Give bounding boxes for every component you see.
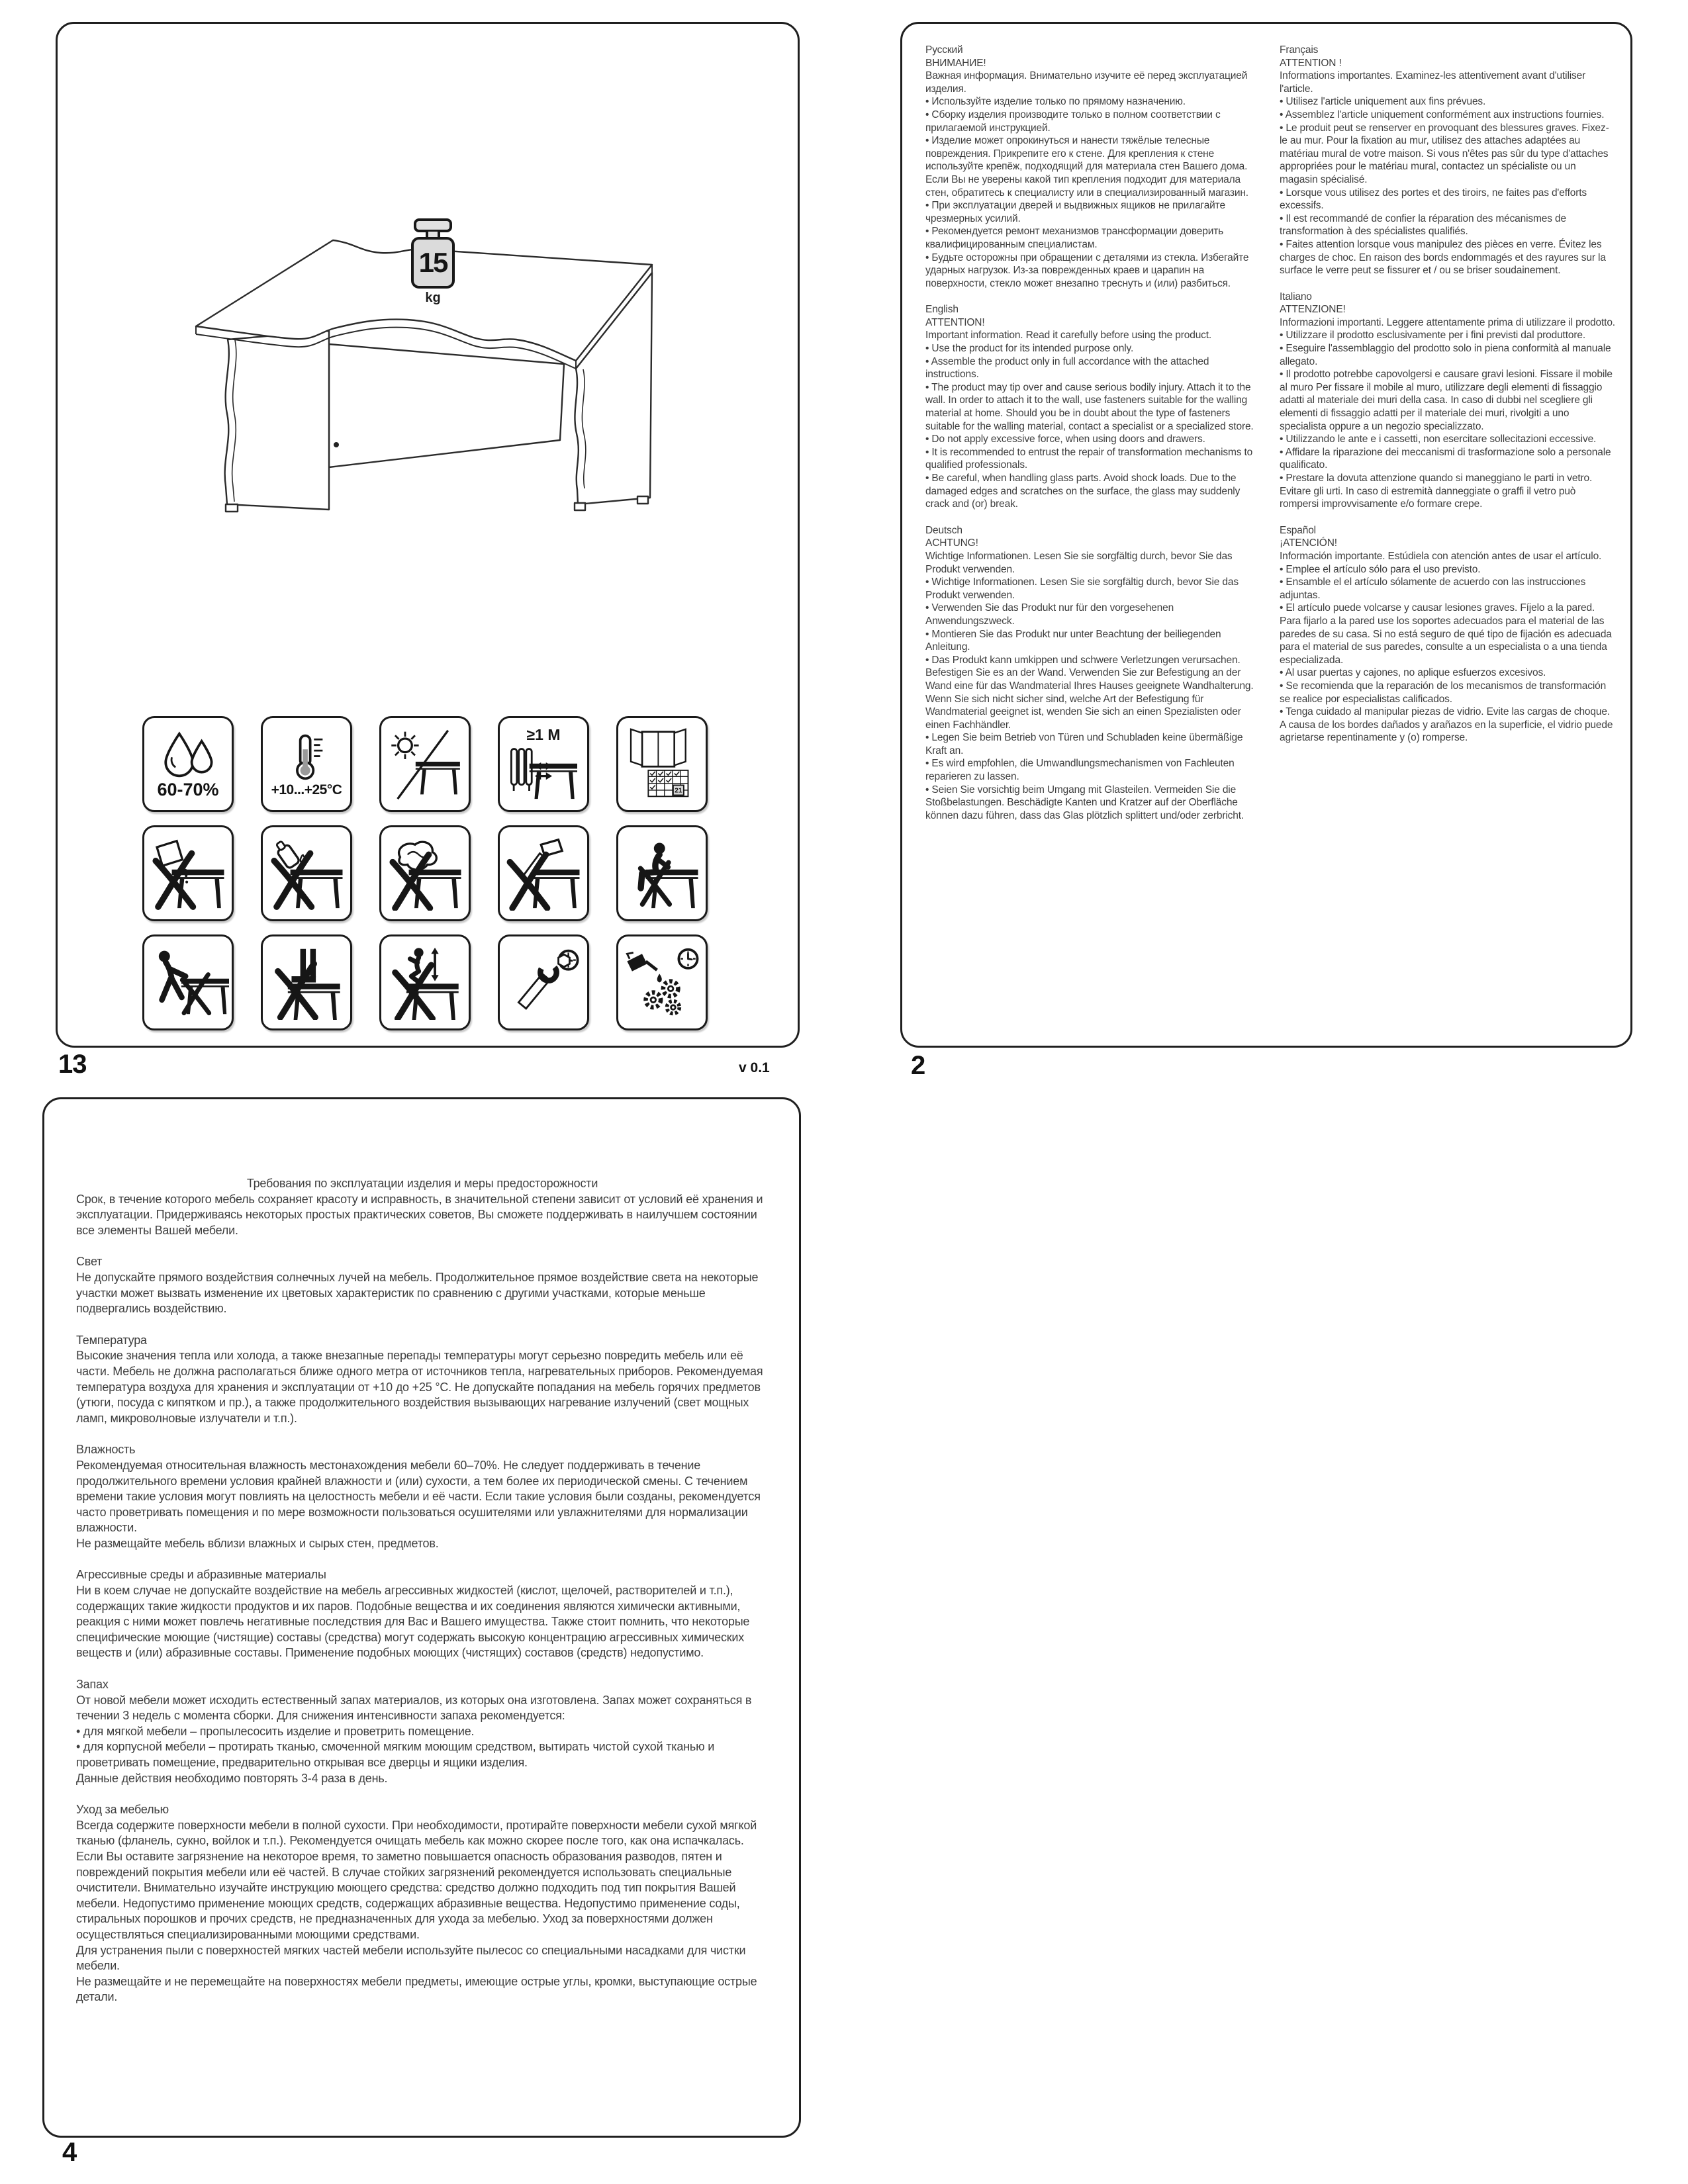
warning-item: • The product may tip over and cause serious bodily injury. Attach it to the wall. In order to attach it to the wall, use fasteners suitable for the walling material at home. Should you be in doubt about the type of fasteners suitable for the walling material, contact a specialist or a specialized store. xyxy=(925,381,1254,432)
attention-heading: ATTENTION ! xyxy=(1280,57,1342,69)
language-name: Español xyxy=(1280,524,1316,536)
warning-item: • Utilizzando le ante e i cassetti, non esercitare sollecitazioni eccessive. xyxy=(1280,433,1597,445)
warning-item: • Il prodotto potrebbe capovolgersi e causare gravi lesioni. Fissare il mobile al muro Per fissare il mobile al muro, utilizzare degli elementi di fissaggio adatti al materiale dei muri della casa. In caso di dubbi nel scegliere gli elementi di fissaggio adatti per il materiale dei muri, rivolgiti a uno specialista oppure a un negozio specializzato. xyxy=(1280,369,1613,432)
lang-block-italian xyxy=(1280,291,1616,511)
warning-intro: Wichtige Informationen. Lesen Sie sie sorgfältig durch, bevor Sie das Produkt verwenden. xyxy=(925,550,1233,575)
no-powder-spill-icon xyxy=(142,825,234,921)
attention-heading: ACHTUNG! xyxy=(925,537,978,549)
care-intro: Срок, в течение которого мебель сохраняет красоту и исправность, в значительной степени зависит от условий её хранения и эксплуатации. Придерживаясь некоторых простых практических советов, Вы сможете поддерживать в наилучшем состоянии все элементы Вашей мебели. xyxy=(76,1192,763,1237)
care-paragraph: От новой мебели может исходить естественный запах материалов, из которых она изготовлена. Запах может сохраняться в течении 3 недель с момента сборки. Для снижения интенсивности запаха рекомендуется: xyxy=(76,1693,752,1723)
warning-item: • Faites attention lorsque vous manipulez des pièces en verre. Évitez les charges de choc. En raison des bords endommagés et des rayures sur la surface le verre peut se fissurer et / ou se briser soudainement. xyxy=(1280,238,1606,277)
warning-item: • Il est recommandé de confier la réparation des mécanismes de transformation à des spécialistes qualifiés. xyxy=(1280,212,1566,238)
no-hammering-icon xyxy=(498,825,589,921)
warning-item: • Используйте изделие только по прямому назначению. xyxy=(925,96,1186,108)
warning-item: • Assemble the product only in full accordance with the attached instructions. xyxy=(925,355,1209,381)
no-standing-icon xyxy=(261,934,352,1030)
min-distance-label: ≥1 M xyxy=(526,726,561,743)
no-wet-cloth-icon xyxy=(379,825,471,921)
warning-item: • Изделие может опрокинуться и нанести тяжёлые телесные повреждения. Прикрепите его к стене. Для крепления к стене используйте крепёж, подходящий для материала стен Вашего дома. Если Вы не уверены какой тип крепления подходит для материала стен, обратитесь к специалисту или в специализированный магазин. xyxy=(925,135,1248,199)
warning-item: • Ensamble el el artículo sólamente de acuerdo con las instrucciones adjuntas. xyxy=(1280,576,1586,601)
warning-item: • Emplee el artículo sólo para el uso previsto. xyxy=(1280,563,1481,575)
no-jumping-icon xyxy=(379,934,471,1030)
warning-item: • При эксплуатации дверей и выдвижных ящиков не прилагайте чрезмерных усилий. xyxy=(925,200,1225,224)
attention-heading: ATTENZIONE! xyxy=(1280,304,1346,316)
heat-source-distance-icon xyxy=(498,716,589,812)
care-paragraph: Высокие значения тепла или холода, а также внезапные перепады температуры могут серьезно повредить мебель или её части. Мебель не должна располагаться ближе одного метра от источников тепла, нагревательных приборов. Рекомендуемая температура воздуха для хранения и эксплуатации от +10 до +25 °С. Не допускайте попадания на мебель горячих предметов (утюги, посуда с кипятком и пр.), а также продолжительного воздействия вызывающих нагревание излучений (свет мощных ламп, микроволновые излучатели и т.п.). xyxy=(76,1349,763,1425)
calendar-day-label: 21 xyxy=(675,787,682,795)
care-paragraph: Не допускайте прямого воздействия солнечных лучей на мебель. Продолжительное прямое воздействие света на некоторые участки может вызвать изменение их цветовых характеристик по сравнению с другими участками, которые меньше подвергались воздействию. xyxy=(76,1270,759,1316)
care-section-heading: Агрессивные среды и абразивные материалы xyxy=(76,1568,326,1582)
care-paragraph: • для корпусной мебели – протирать тканью, смоченной мягким моющим средством, вытирать чистой сухой тканью и проветривать помещение, предварительно открывая все дверцы и ящики изделия. xyxy=(76,1740,715,1769)
warning-intro: Informazioni importanti. Leggere attentamente prima di utilizzare il prodotto. xyxy=(1280,316,1615,328)
warning-item: • Будьте осторожны при обращении с деталями из стекла. Избегайте ударных нагрузок. Из-за поврежденных краев и царапин на поверхности, стекло может внезапно треснуть и (или) разбиться. xyxy=(925,251,1249,289)
care-section-heading: Запах xyxy=(76,1678,109,1692)
assembly-page-number: 13 xyxy=(58,1050,87,1079)
ventilation-calendar-icon xyxy=(616,716,708,812)
warning-item: • Es wird empfohlen, die Umwandlungsmechanismen von Fachleuten reparieren zu lassen. xyxy=(925,758,1235,783)
warning-item: • Lorsque vous utilisez des portes et des tiroirs, ne faites pas d'efforts excessifs. xyxy=(1280,187,1587,212)
no-sitting-icon xyxy=(616,825,708,921)
care-paragraph: Данные действия необходимо повторять 3-4 раза в день. xyxy=(76,1771,388,1785)
warning-intro: Informations importantes. Examinez-les attentivement avant d'utiliser l'article. xyxy=(1280,70,1586,95)
care-section-maintenance xyxy=(76,1802,769,2005)
attention-heading: ¡ATENCIÓN! xyxy=(1280,537,1337,549)
warning-item: • Tenga cuidado al manipular piezas de vidrio. Evite las cargas de choque. A causa de los bordes dañados y arañazos en la superficie, el vidrio puede agrietarse repentinamente y (o) romperse. xyxy=(1280,706,1613,744)
warning-item: • El artículo puede volcarse y causar lesiones graves. Fíjelo a la pared. Para fijarlo a la pared use los soportes adecuados para el material de las paredes de su casa. Si no está seguro de qué tipo de fijación es adecuada para el material de sus paredes, consulte a un especialista o a una tienda especializada. xyxy=(1280,602,1612,666)
care-section-aggressive-media xyxy=(76,1567,769,1661)
warnings-column-1 xyxy=(925,44,1260,835)
humidity-icon xyxy=(142,716,234,812)
temperature-range-label: +10...+25°C xyxy=(271,782,342,797)
warning-intro: Información importante. Estúdiela con atención antes de usar el artículo. xyxy=(1280,550,1602,562)
warnings-column-2 xyxy=(1280,44,1616,758)
warning-item: • Al usar puertas y cajones, no aplique esfuerzos excesivos. xyxy=(1280,667,1546,679)
lang-block-russian xyxy=(925,44,1260,290)
attention-heading: ВНИМАНИЕ! xyxy=(925,57,986,69)
care-paragraph: Не размещайте и не перемещайте на поверхностях мебели предметы, имеющие острые углы, кромки, выступающие острые детали. xyxy=(76,1974,757,2004)
language-name: Русский xyxy=(925,44,963,56)
warnings-panel xyxy=(900,22,1632,1048)
care-section-heading: Свет xyxy=(76,1255,103,1269)
lang-block-german xyxy=(925,524,1260,823)
care-section-heading: Влажность xyxy=(76,1443,136,1457)
care-paragraph: Не размещайте мебель вблизи влажных и сырых стен, предметов. xyxy=(76,1536,439,1550)
version-label: v 0.1 xyxy=(739,1060,770,1075)
care-section-temperature xyxy=(76,1333,769,1427)
warning-item: • Assemblez l'article uniquement conformément aux instructions fournies. xyxy=(1280,109,1605,120)
warning-intro: Important information. Read it carefully before using the product. xyxy=(925,330,1212,341)
warning-item: • Legen Sie beim Betrieb von Türen und Schubladen keine übermäßige Kraft an. xyxy=(925,732,1243,756)
warning-item: • Das Produkt kann umkippen und schwere Verletzungen verursachen. Befestigen Sie es an der Wand. Verwenden Sie zur Befestigung an der Wand eine für das Wandmaterial Ihres Hauses geeignete Wandhalterung. Wenn Sie sich nicht sicher sind, welche Art der Befestigung für Wandmaterial geeignet ist, wenden Sie sich an einen Spezialisten oder einen Fachhändler. xyxy=(925,654,1254,731)
care-section-heading: Уход за мебелью xyxy=(76,1803,169,1817)
care-section-heading: Температура xyxy=(76,1333,147,1347)
lang-block-french xyxy=(1280,44,1616,277)
warning-item: • Utilizzare il prodotto esclusivamente per i fini previsti dal produttore. xyxy=(1280,330,1585,341)
care-requirements-panel xyxy=(42,1097,801,2138)
care-page-number: 4 xyxy=(62,2138,77,2167)
weight-handle-icon xyxy=(414,218,452,232)
language-name: Deutsch xyxy=(925,524,962,536)
care-section-humidity xyxy=(76,1442,769,1551)
temperature-range-icon xyxy=(261,716,352,812)
language-name: Français xyxy=(1280,44,1319,56)
no-direct-sunlight-icon xyxy=(379,716,471,812)
warning-item: • Use the product for its intended purpose only. xyxy=(925,343,1134,355)
care-icon-grid xyxy=(142,716,708,1030)
warning-item: • It is recommended to entrust the repair of transformation mechanisms to qualified professionals. xyxy=(925,446,1253,471)
care-paragraph: Всегда содержите поверхности мебели в полной сухости. При необходимости, протирайте поверхности мебели сухой мягкой тканью (фланель, сукно, войлок и т.п.). Рекомендуется очищать мебель как можно скорее после того, как она испачкалась. Если Вы оставите загрязнение на некоторое время, то заметно повышается опасность образования разводов, пятен и повреждений покрытия мебели или её частей. В случае стойких загрязнений рекомендуется использовать специальные очистители. Внимательно изучайте инструкцию моющего средства: средство должно подходить под тип покрытия Вашей мебели. Недопустимо применение моющих средств, содержащих абразивные вещества. Недопустимо применение соды, стиральных порошков и прочих средств, не предназначенных для ухода за мебелью. Уход за поверхностями должен осуществляться специализированными моющими средствами. xyxy=(76,1818,757,1941)
language-name: Italiano xyxy=(1280,291,1312,302)
warning-intro: Важная информация. Внимательно изучите её перед эксплуатацией изделия. xyxy=(925,70,1248,95)
care-title: Требования по эксплуатации изделия и меры предосторожности xyxy=(246,1177,598,1190)
warning-item: • Wichtige Informationen. Lesen Sie sie sorgfältig durch, bevor Sie das Produkt verwenden. xyxy=(925,576,1239,601)
tighten-fasteners-icon xyxy=(498,934,589,1030)
warnings-page-number: 2 xyxy=(911,1051,925,1080)
lang-block-spanish xyxy=(1280,524,1616,745)
warning-item: • Be careful, when handling glass parts. Avoid shock loads. Due to the damaged edges and scratches on the surface, the glass may suddenly crack and (or) break. xyxy=(925,473,1241,510)
no-liquid-spill-icon xyxy=(261,825,352,921)
warning-item: • Eseguire l'assemblaggio del prodotto solo in piena conformità al manuale allegato. xyxy=(1280,343,1611,367)
humidity-range-label: 60-70% xyxy=(157,779,219,799)
max-load-badge xyxy=(408,218,458,306)
lang-block-english xyxy=(925,303,1260,511)
attention-heading: ATTENTION! xyxy=(925,316,985,328)
no-pushing-dragging-icon xyxy=(142,934,234,1030)
warning-item: • Prestare la dovuta attenzione quando si maneggiano le parti in vetro. Evitare gli urti. In caso di estremità danneggiate o graffi il vetro può rompersi improvvisamente e/o formare crepe. xyxy=(1280,473,1593,510)
warning-item: • Utilisez l'article uniquement aux fins prévues. xyxy=(1280,96,1486,108)
warning-item: • Affidare la riparazione dei meccanismi di trasformazione solo a personale qualificato. xyxy=(1280,446,1611,471)
care-section-odor xyxy=(76,1677,769,1786)
weight-unit-label: kg xyxy=(425,291,441,305)
warning-item: • Se recomienda que la reparación de los mecanismos de transformación se realice por especialistas calificados. xyxy=(1280,680,1607,705)
care-paragraph: • для мягкой мебели – пропылесосить изделие и проветрить помещение. xyxy=(76,1724,475,1738)
warning-item: • Do not apply excessive force, when using doors and drawers. xyxy=(925,433,1205,445)
care-paragraph: Ни в коем случае не допускайте воздействие на мебель агрессивных жидкостей (кислот, щелочей, растворителей и т.п.), содержащих такие жидкости продуктов и их паров. Подобные вещества и их соединения являются химически активными, реакция с ними может повлечь негативные последствия для Вас и Вашего имущества. Также стоит помнить, что некоторые специфические моющие (чистящие) составы (средства) могут содержать высокую концентрацию агрессивных химических веществ и (или) абразивные составы. Применение подобных моющих (чистящих) составов (средств) недопустимо. xyxy=(76,1584,750,1660)
care-paragraph: Для устранения пыли с поверхностей мягких частей мебели используйте пылесос со специальными насадками для чистки мебели. xyxy=(76,1943,746,1973)
weight-value: 15 xyxy=(411,237,455,289)
care-section-light xyxy=(76,1254,769,1316)
warning-item: • Рекомендуется ремонт механизмов трансформации доверить квалифицированным специалистам. xyxy=(925,226,1224,250)
language-name: English xyxy=(925,304,959,316)
care-paragraph: Рекомендуемая относительная влажность местонахождения мебели 60–70%. Не следует поддерживать в течение продолжительного времени условия крайней влажности и (или) сухости, а тем более их периодической смены. С течением времени такие условия могут повлиять на целостность мебели и её части. Если такие условия были созданы, рекомендуется часто проветривать помещения и по мере возможности пользоваться осушителями или увлажнителями для нормализации влажности. xyxy=(76,1458,761,1535)
warning-item: • Le produit peut se renserver en provoquant des blessures graves. Fixez-le au mur. Pour la fixation au mur, utilisez des attaches adaptées au matériau mural de votre maison. Si vous n'êtes pas sûr du type d'attaches appropriées pour le matériau mural, contactez un spécialiste ou un magasin spécialisé. xyxy=(1280,122,1609,185)
warning-item: • Montieren Sie das Produkt nur unter Beachtung der beiliegenden Anleitung. xyxy=(925,628,1221,653)
warning-item: • Сборку изделия производите только в полном соответствии с прилагаемой инструкцией. xyxy=(925,109,1221,134)
warning-item: • Seien Sie vorsichtig beim Umgang mit Glasteilen. Vermeiden Sie die Stoßbelastungen. Beschädigte Kanten und Kratzer auf der Oberfläche können dazu führen, dass das Glas plötzlich splittert und/oder zerbricht. xyxy=(925,784,1244,821)
warning-item: • Verwenden Sie das Produkt nur für den vorgesehenen Anwendungszweck. xyxy=(925,602,1174,627)
lubricate-mechanisms-icon xyxy=(616,934,708,1030)
